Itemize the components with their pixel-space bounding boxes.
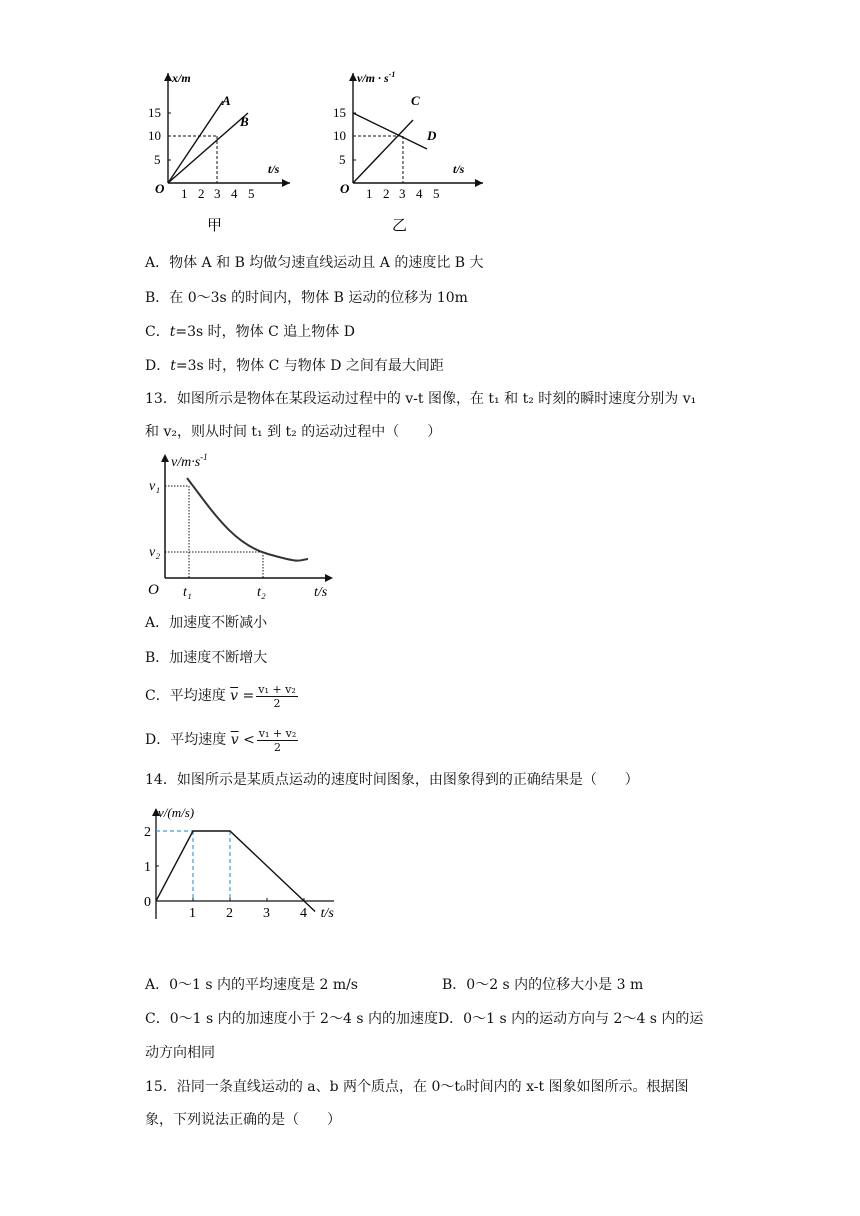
q13-option-d: D．平均速度 $\overline{v}$ < $\frac{\text{v₁ + v₂}}{2}$ <box>145 726 297 754</box>
y-tick-10: 10 <box>333 128 346 143</box>
x-tick-3: 3 <box>399 186 406 201</box>
t2-label: t₂ <box>257 585 266 600</box>
x-tick-4: 4 <box>300 906 307 921</box>
x-tick-1: 1 <box>181 186 188 201</box>
q14-chart <box>140 804 350 924</box>
q13-stem-line1: 13．如图所示是物体在某段运动过程中的 v-t 图像，在 t₁ 和 t₂ 时刻的瞬时速度分别为 v₁ <box>145 391 697 407</box>
v1-label: v₁ <box>149 479 161 494</box>
chart-axes <box>152 808 334 919</box>
x-tick-2: 2 <box>383 186 390 201</box>
q13-stem-line2: 和 v₂，则从时间 t₁ 到 t₂ 的运动过程中（ ） <box>145 424 442 440</box>
t1-label: t₁ <box>183 585 192 600</box>
figure-caption-jia: 甲 <box>207 218 223 234</box>
q12-option-a: A．物体 A 和 B 均做匀速直线运动且 A 的速度比 B 大 <box>145 255 484 271</box>
series-line <box>156 831 315 912</box>
y-axis-label: v/(m/s) <box>158 805 195 820</box>
y-tick-15: 15 <box>148 105 161 120</box>
q12-figure-jia <box>140 68 295 238</box>
x-tick-2: 2 <box>226 906 233 921</box>
x-tick-5: 5 <box>248 186 255 201</box>
q12-option-d: D．t=3s 时，物体 C 与物体 D 之间有最大间距 <box>145 358 444 374</box>
chart-marks <box>156 831 315 912</box>
x-tick-5: 5 <box>433 186 440 201</box>
q12-figure-yi <box>325 68 490 238</box>
q14-stem: 14．如图所示是某质点运动的速度时间图象，由图象得到的正确结果是（ ） <box>145 772 639 788</box>
y-tick-5: 5 <box>339 152 346 167</box>
q12-option-c: C．t=3s 时，物体 C 追上物体 D <box>145 324 355 340</box>
origin-label: O <box>155 181 165 196</box>
figure-caption-yi: 乙 <box>392 218 408 234</box>
y-axis-label: x/m <box>172 71 191 85</box>
q15-stem-line2: 象，下列说法正确的是（ ） <box>145 1112 341 1128</box>
x-tick-4: 4 <box>231 186 238 201</box>
x-tick-3: 3 <box>214 186 221 201</box>
line-c-label: C <box>411 93 420 108</box>
x-tick-2: 2 <box>198 186 205 201</box>
x-axis-label: t/s <box>314 585 328 600</box>
x-tick-4: 4 <box>416 186 423 201</box>
x-axis-label: t/s <box>453 162 465 176</box>
x-axis-label: t/s <box>320 906 334 921</box>
y-axis-label: $v/m \cdot s^{-1}$ <box>357 70 396 85</box>
line-b-label: B <box>240 114 249 129</box>
line-d-label: D <box>427 128 437 143</box>
y-tick-15: 15 <box>333 105 346 120</box>
q13-option-c: C．平均速度 $\overline{v}$ = $\frac{\text{v₁ + v₂}}{2}$ <box>145 682 296 710</box>
q14-option-cd-line2: 动方向相同 <box>145 1045 215 1061</box>
y-axis-label: $v/m\cdot s^{-1}$ <box>171 452 208 470</box>
q14-option-a: A．0～1 s 内的平均速度是 2 m/s <box>145 977 358 993</box>
x-tick-1: 1 <box>189 906 196 921</box>
y-tick-5: 5 <box>154 152 161 167</box>
q14-option-b: B．0～2 s 内的位移大小是 3 m <box>442 977 644 993</box>
origin-label: O <box>340 181 350 196</box>
q12-option-b: B．在 0～3s 的时间内，物体 B 运动的位移为 10m <box>145 290 468 306</box>
q13-option-a: A．加速度不断减小 <box>145 615 268 631</box>
y-tick-10: 10 <box>148 128 161 143</box>
line-a-label: A <box>222 93 231 108</box>
origin-label: O <box>148 582 159 598</box>
y-tick-1: 1 <box>144 860 151 875</box>
velocity-curve <box>187 478 308 561</box>
v2-label: v₂ <box>149 545 161 560</box>
y-tick-0: 0 <box>144 895 151 910</box>
q13-option-b: B．加速度不断增大 <box>145 650 268 666</box>
x-tick-1: 1 <box>366 186 373 201</box>
q14-option-cd-line1: C．0～1 s 内的加速度小于 2～4 s 内的加速度D．0～1 s 内的运动方向与 2～4 s 内的运 <box>145 1011 704 1027</box>
y-tick-2: 2 <box>144 825 151 840</box>
q13-figure <box>143 452 338 602</box>
q15-stem-line1: 15．沿同一条直线运动的 a、b 两个质点，在 0～t₀时间内的 x-t 图象如图所示。根据图 <box>145 1079 689 1095</box>
x-tick-3: 3 <box>263 906 270 921</box>
x-axis-label: t/s <box>268 162 280 176</box>
line-c <box>353 120 413 183</box>
